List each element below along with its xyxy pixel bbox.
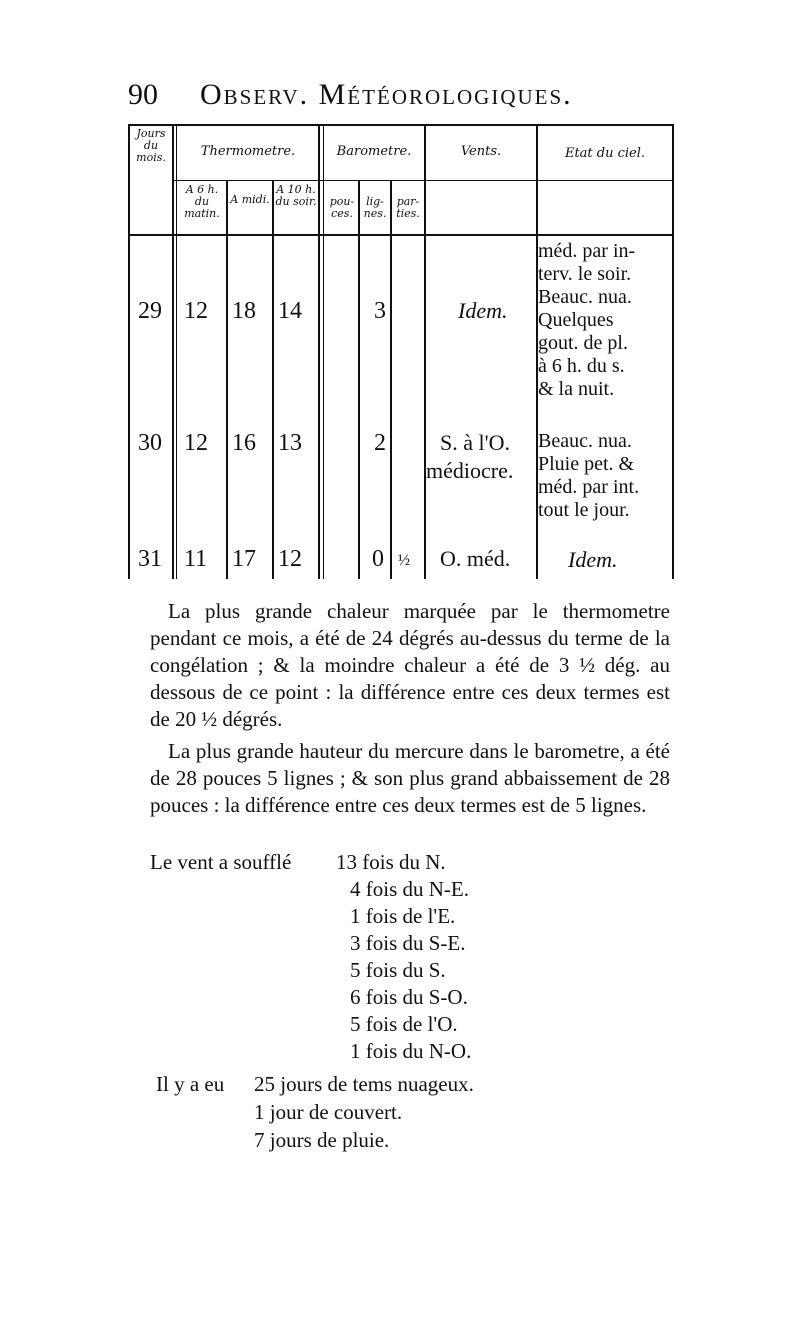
- parties-cell: ½: [398, 552, 410, 569]
- soir-cell: 13: [278, 430, 302, 456]
- days-intro: Il y a eu: [156, 1072, 225, 1096]
- wind-line: 5 fois de l'O.: [350, 1012, 458, 1036]
- rule-right: [672, 124, 674, 579]
- col-header-jours: Jours du mois.: [136, 127, 166, 164]
- midi-cell: 17: [232, 546, 256, 572]
- soir-cell: 14: [278, 298, 302, 324]
- header-rule: [128, 234, 674, 236]
- vents-cell: médiocre.: [426, 458, 514, 483]
- etat-line: & la nuit.: [538, 378, 615, 400]
- rule-pouces: [358, 180, 360, 579]
- matin-cell: 12: [184, 430, 208, 456]
- paragraph-barometer: La plus grande hauteur du mercure dans le barometre, a été de 28 pouces 5 lignes ; & son plus grand abbaissement de 28 pouces : la différence entre ces deux termes est de 5 lignes.: [150, 739, 670, 817]
- vents-cell: S. à l'O.: [440, 430, 510, 455]
- col-header-thermometre: Thermometre.: [200, 144, 296, 159]
- etat-cell: [538, 240, 635, 401]
- sub-header-midi: A midi.: [230, 193, 270, 206]
- page-number: 90: [128, 78, 158, 111]
- col-header-vents: Vents.: [460, 144, 502, 159]
- etat-line: terv. le soir.: [538, 263, 632, 285]
- rule-matin: [226, 180, 228, 579]
- rule-therm-2: [323, 124, 324, 579]
- etat-line: tout le jour.: [538, 499, 630, 521]
- rule-baro: [424, 124, 426, 579]
- rule-day-2: [176, 124, 177, 579]
- table-top-rule: [128, 124, 674, 126]
- page-title: Observ. Météorologiques.: [200, 78, 573, 111]
- etat-cell: [538, 430, 639, 522]
- day-cell: 31: [138, 546, 162, 572]
- lignes-cell: 2: [374, 430, 386, 456]
- subheader-rule: [173, 180, 673, 181]
- col-header-etat: Etat du ciel.: [564, 146, 646, 161]
- wind-line: 1 fois du N-O.: [350, 1039, 472, 1063]
- vents-cell: Idem.: [458, 298, 508, 323]
- soir-cell: 12: [278, 546, 302, 572]
- sub-header-matin: A 6 h. du matin.: [184, 183, 220, 220]
- sub-header-parties: par-ties.: [396, 195, 420, 220]
- day-cell: 29: [138, 298, 162, 324]
- col-header-barometre: Barometre.: [336, 144, 412, 159]
- rule-lignes: [390, 180, 392, 579]
- days-line: 7 jours de pluie.: [254, 1128, 390, 1152]
- wind-line: 13 fois du N.: [336, 850, 446, 874]
- etat-line: Quelques: [538, 309, 614, 331]
- rule-midi: [272, 180, 274, 579]
- midi-cell: 18: [232, 298, 256, 324]
- weather-table: [128, 124, 674, 579]
- matin-cell: 11: [184, 546, 208, 572]
- running-head: [128, 76, 668, 116]
- rule-left: [128, 124, 130, 579]
- lignes-cell: 0: [372, 546, 384, 572]
- sub-header-lignes: lig-nes.: [363, 195, 387, 220]
- paragraph-temperature: La plus grande chaleur marquée par le thermometre pendant ce mois, a été de 24 dégrés au-dessus du terme de la congélation ; & la moindre chaleur a été de 3 ½ dég. au dessous de ce point : la différence entre ces deux termes est de 20 ½ dégrés.: [150, 599, 670, 731]
- sub-header-soir: A 10 h. du soir.: [275, 183, 317, 208]
- etat-line: gout. de pl.: [538, 332, 628, 354]
- days-line: 25 jours de tems nuageux.: [254, 1072, 474, 1096]
- etat-line: Beauc. nua.: [538, 430, 632, 452]
- days-line: 1 jour de couvert.: [254, 1100, 403, 1124]
- etat-cell: Idem.: [568, 547, 618, 572]
- winds-intro: Le vent a soufflé: [150, 850, 292, 874]
- etat-line: méd. par int.: [538, 476, 640, 498]
- matin-cell: 12: [184, 298, 208, 324]
- sub-header-pouces: pou-ces.: [329, 195, 355, 220]
- etat-line: à 6 h. du s.: [538, 355, 625, 377]
- wind-line: 3 fois du S-E.: [350, 931, 466, 955]
- wind-line: 6 fois du S-O.: [350, 985, 468, 1009]
- etat-line: Beauc. nua.: [538, 286, 632, 308]
- wind-line: 5 fois du S.: [350, 958, 446, 982]
- midi-cell: 16: [232, 430, 256, 456]
- rule-therm: [318, 124, 320, 579]
- wind-line: 4 fois du N-E.: [350, 877, 469, 901]
- etat-line: méd. par in-: [538, 240, 636, 262]
- wind-line: 1 fois de l'E.: [350, 904, 456, 928]
- rule-day: [172, 124, 174, 579]
- day-cell: 30: [138, 430, 162, 456]
- etat-line: Pluie pet. &: [538, 453, 635, 475]
- lignes-cell: 3: [374, 298, 386, 324]
- vents-cell: O. méd.: [440, 546, 511, 571]
